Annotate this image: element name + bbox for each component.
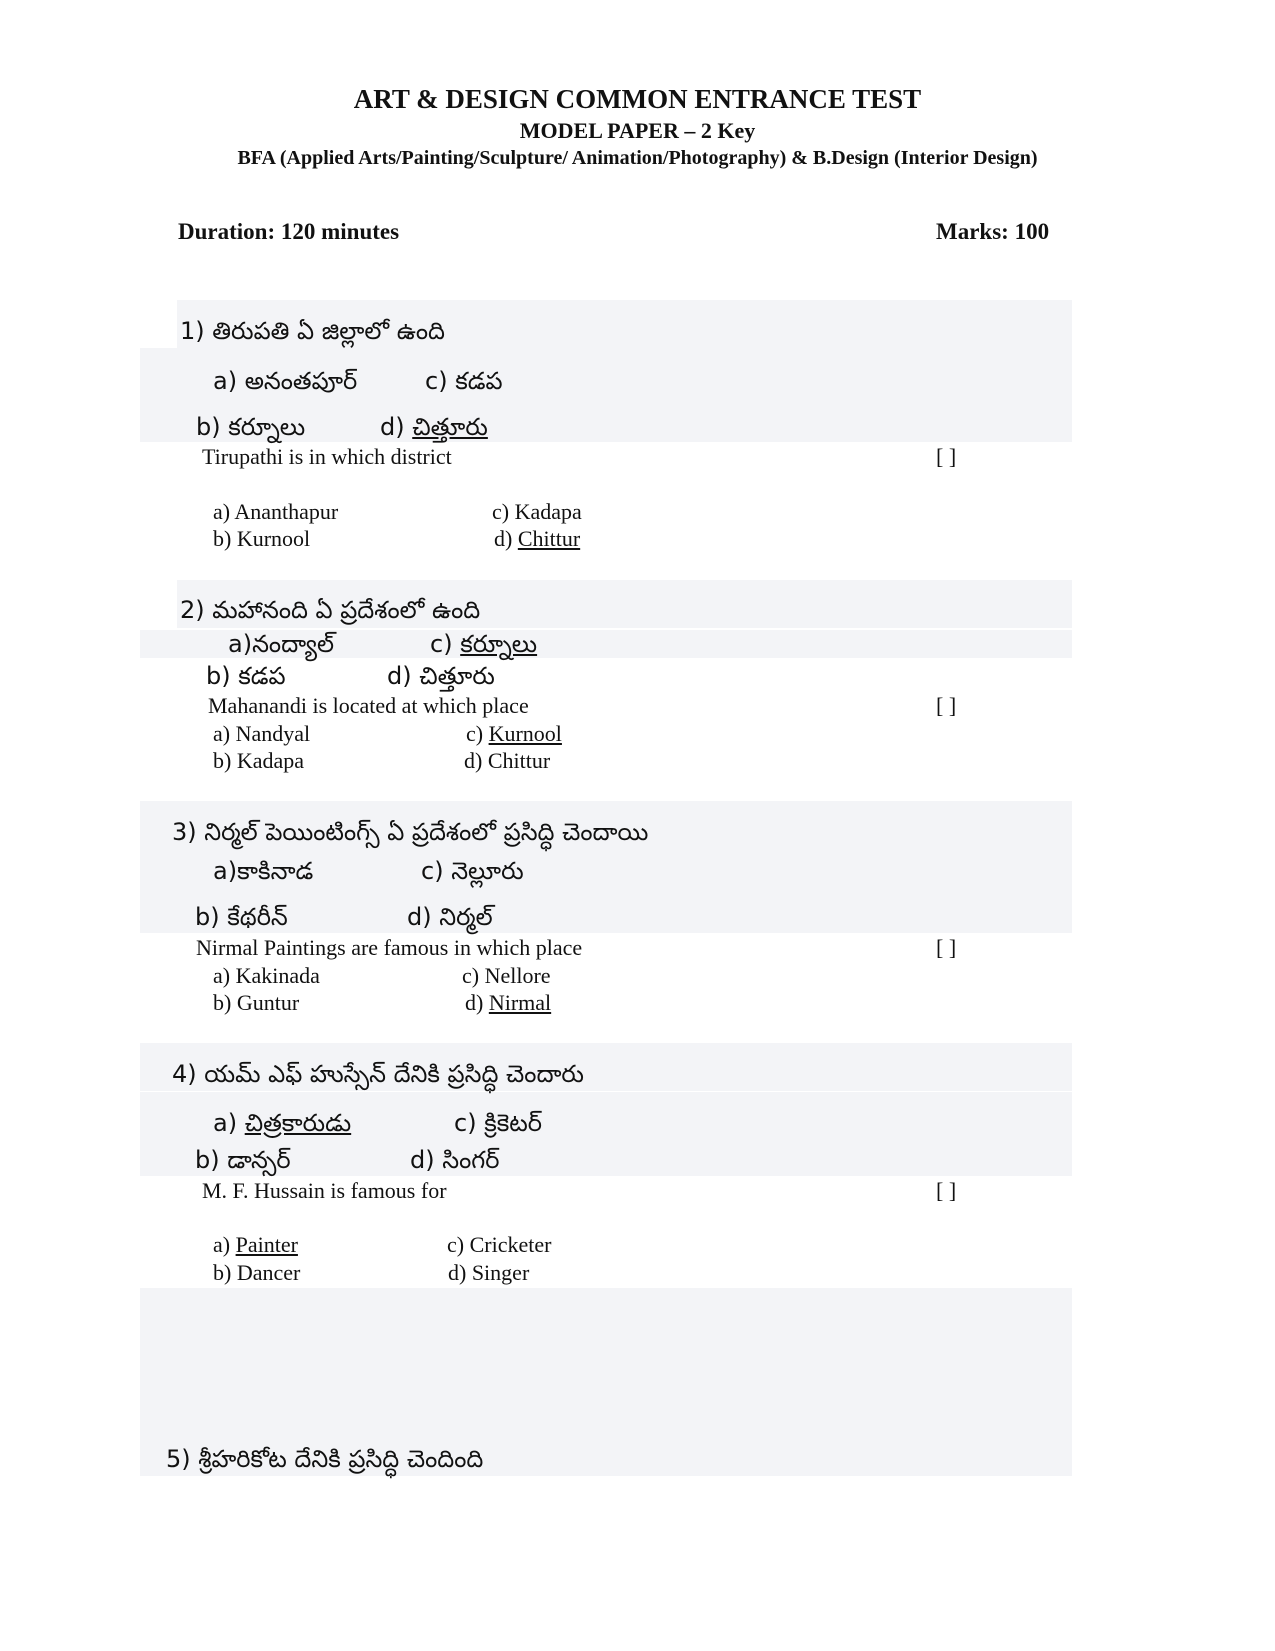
q3-telugu-option-b: b) కేథరీన్ xyxy=(195,903,288,931)
q4-answer-bracket: [ ] xyxy=(936,1178,957,1203)
q4-telugu-option-a: a) చిత్రకారుడు xyxy=(213,1109,352,1137)
q3-answer-bracket: [ ] xyxy=(936,935,957,960)
q2-english-option-a: a) Nandyal xyxy=(213,721,311,746)
q2-english-option-c: c) Kurnool xyxy=(466,721,562,746)
q3-english-option-b: b) Guntur xyxy=(213,990,300,1015)
q4-english-option-a: a) Painter xyxy=(213,1232,298,1257)
q4-english-correct-answer: Painter xyxy=(235,1232,298,1257)
duration-label: Duration: 120 minutes xyxy=(178,219,400,244)
q4-english-option-b: b) Dancer xyxy=(213,1260,301,1285)
q4-english-option-c: c) Cricketer xyxy=(447,1232,552,1257)
q2-answer-bracket: [ ] xyxy=(936,693,957,718)
q4-telugu-question: 4) యమ్ ఎఫ్ హుస్సేన్ దేనికి ప్రసిద్ధి చెందారు xyxy=(172,1060,584,1088)
q2-telugu-correct-answer: కర్నూలు xyxy=(460,630,538,658)
q5-telugu-question: 5) శ్రీహరికోట దేనికి ప్రసిద్ధి చెందింది xyxy=(166,1445,484,1473)
q4-telugu-option-b: b) డాన్సర్ xyxy=(195,1146,291,1174)
q4-english-option-d: d) Singer xyxy=(448,1260,530,1285)
q2-english-option-d: d) Chittur xyxy=(464,748,551,773)
q2-english-option-b: b) Kadapa xyxy=(213,748,305,773)
q1-telugu-option-d: d) చిత్తూరు xyxy=(380,413,488,441)
q1-english-option-d: d) Chittur xyxy=(494,526,581,551)
q3-telugu-option-d: d) నిర్మల్ xyxy=(407,903,493,931)
q2-telugu-option-c: c) కర్నూలు xyxy=(430,630,538,658)
q3-english-option-a: a) Kakinada xyxy=(213,963,320,988)
marks-label: Marks: 100 xyxy=(936,219,1050,244)
q1-answer-bracket: [ ] xyxy=(936,444,957,469)
q2-telugu-option-d: d) చిత్తూరు xyxy=(387,662,495,690)
q2-english-question: Mahanandi is located at which place xyxy=(208,693,529,718)
q1-telugu-option-a: a) అనంతపూర్ xyxy=(213,367,358,395)
q4-telugu-correct-answer: చిత్రకారుడు xyxy=(244,1109,352,1137)
q1-telugu-option-b: b) కర్నూలు xyxy=(196,413,306,441)
q2-english-correct-answer: Kurnool xyxy=(488,721,562,746)
q1-english-option-c: c) Kadapa xyxy=(492,499,582,524)
q4-english-question: M. F. Hussain is famous for xyxy=(202,1178,447,1203)
q3-telugu-option-a: a)కాకినాడ xyxy=(213,857,314,885)
q2-telugu-question: 2) మహానంది ఏ ప్రదేశంలో ఉంది xyxy=(180,596,481,624)
q1-telugu-question: 1) తిరుపతి ఏ జిల్లాలో ఉంది xyxy=(180,317,445,345)
q3-english-option-d: d) Nirmal xyxy=(465,990,552,1015)
q1-english-option-a: a) Ananthapur xyxy=(213,499,339,524)
q3-english-correct-answer: Nirmal xyxy=(488,990,552,1015)
q1-english-correct-answer: Chittur xyxy=(517,526,581,551)
q1-english-question: Tirupathi is in which district xyxy=(202,444,452,469)
exam-title: ART & DESIGN COMMON ENTRANCE TEST xyxy=(353,84,922,114)
q3-english-option-c: c) Nellore xyxy=(462,963,551,988)
q2-telugu-option-a: a)నంద్యాల్ xyxy=(228,630,335,658)
courses-line: BFA (Applied Arts/Painting/Sculpture/ Animation/Photography) & B.Design (Interior Design) xyxy=(237,147,1038,169)
q1-telugu-correct-answer: చిత్తూరు xyxy=(412,413,488,441)
q4-telugu-option-c: c) క్రికెటర్ xyxy=(454,1109,543,1137)
q1-english-option-b: b) Kurnool xyxy=(213,526,311,551)
q3-telugu-option-c: c) నెల్లూరు xyxy=(421,857,524,885)
q4-telugu-option-d: d) సింగర్ xyxy=(410,1146,500,1174)
q3-telugu-question: 3) నిర్మల్ పెయింటింగ్స్ ఏ ప్రదేశంలో ప్రసిద్ధి చెందాయి xyxy=(172,818,649,846)
q1-telugu-option-c: c) కడప xyxy=(425,367,503,395)
q3-english-question: Nirmal Paintings are famous in which place xyxy=(196,935,583,960)
paper-subtitle: MODEL PAPER – 2 Key xyxy=(519,118,756,143)
q2-telugu-option-b: b) కడప xyxy=(206,662,286,690)
